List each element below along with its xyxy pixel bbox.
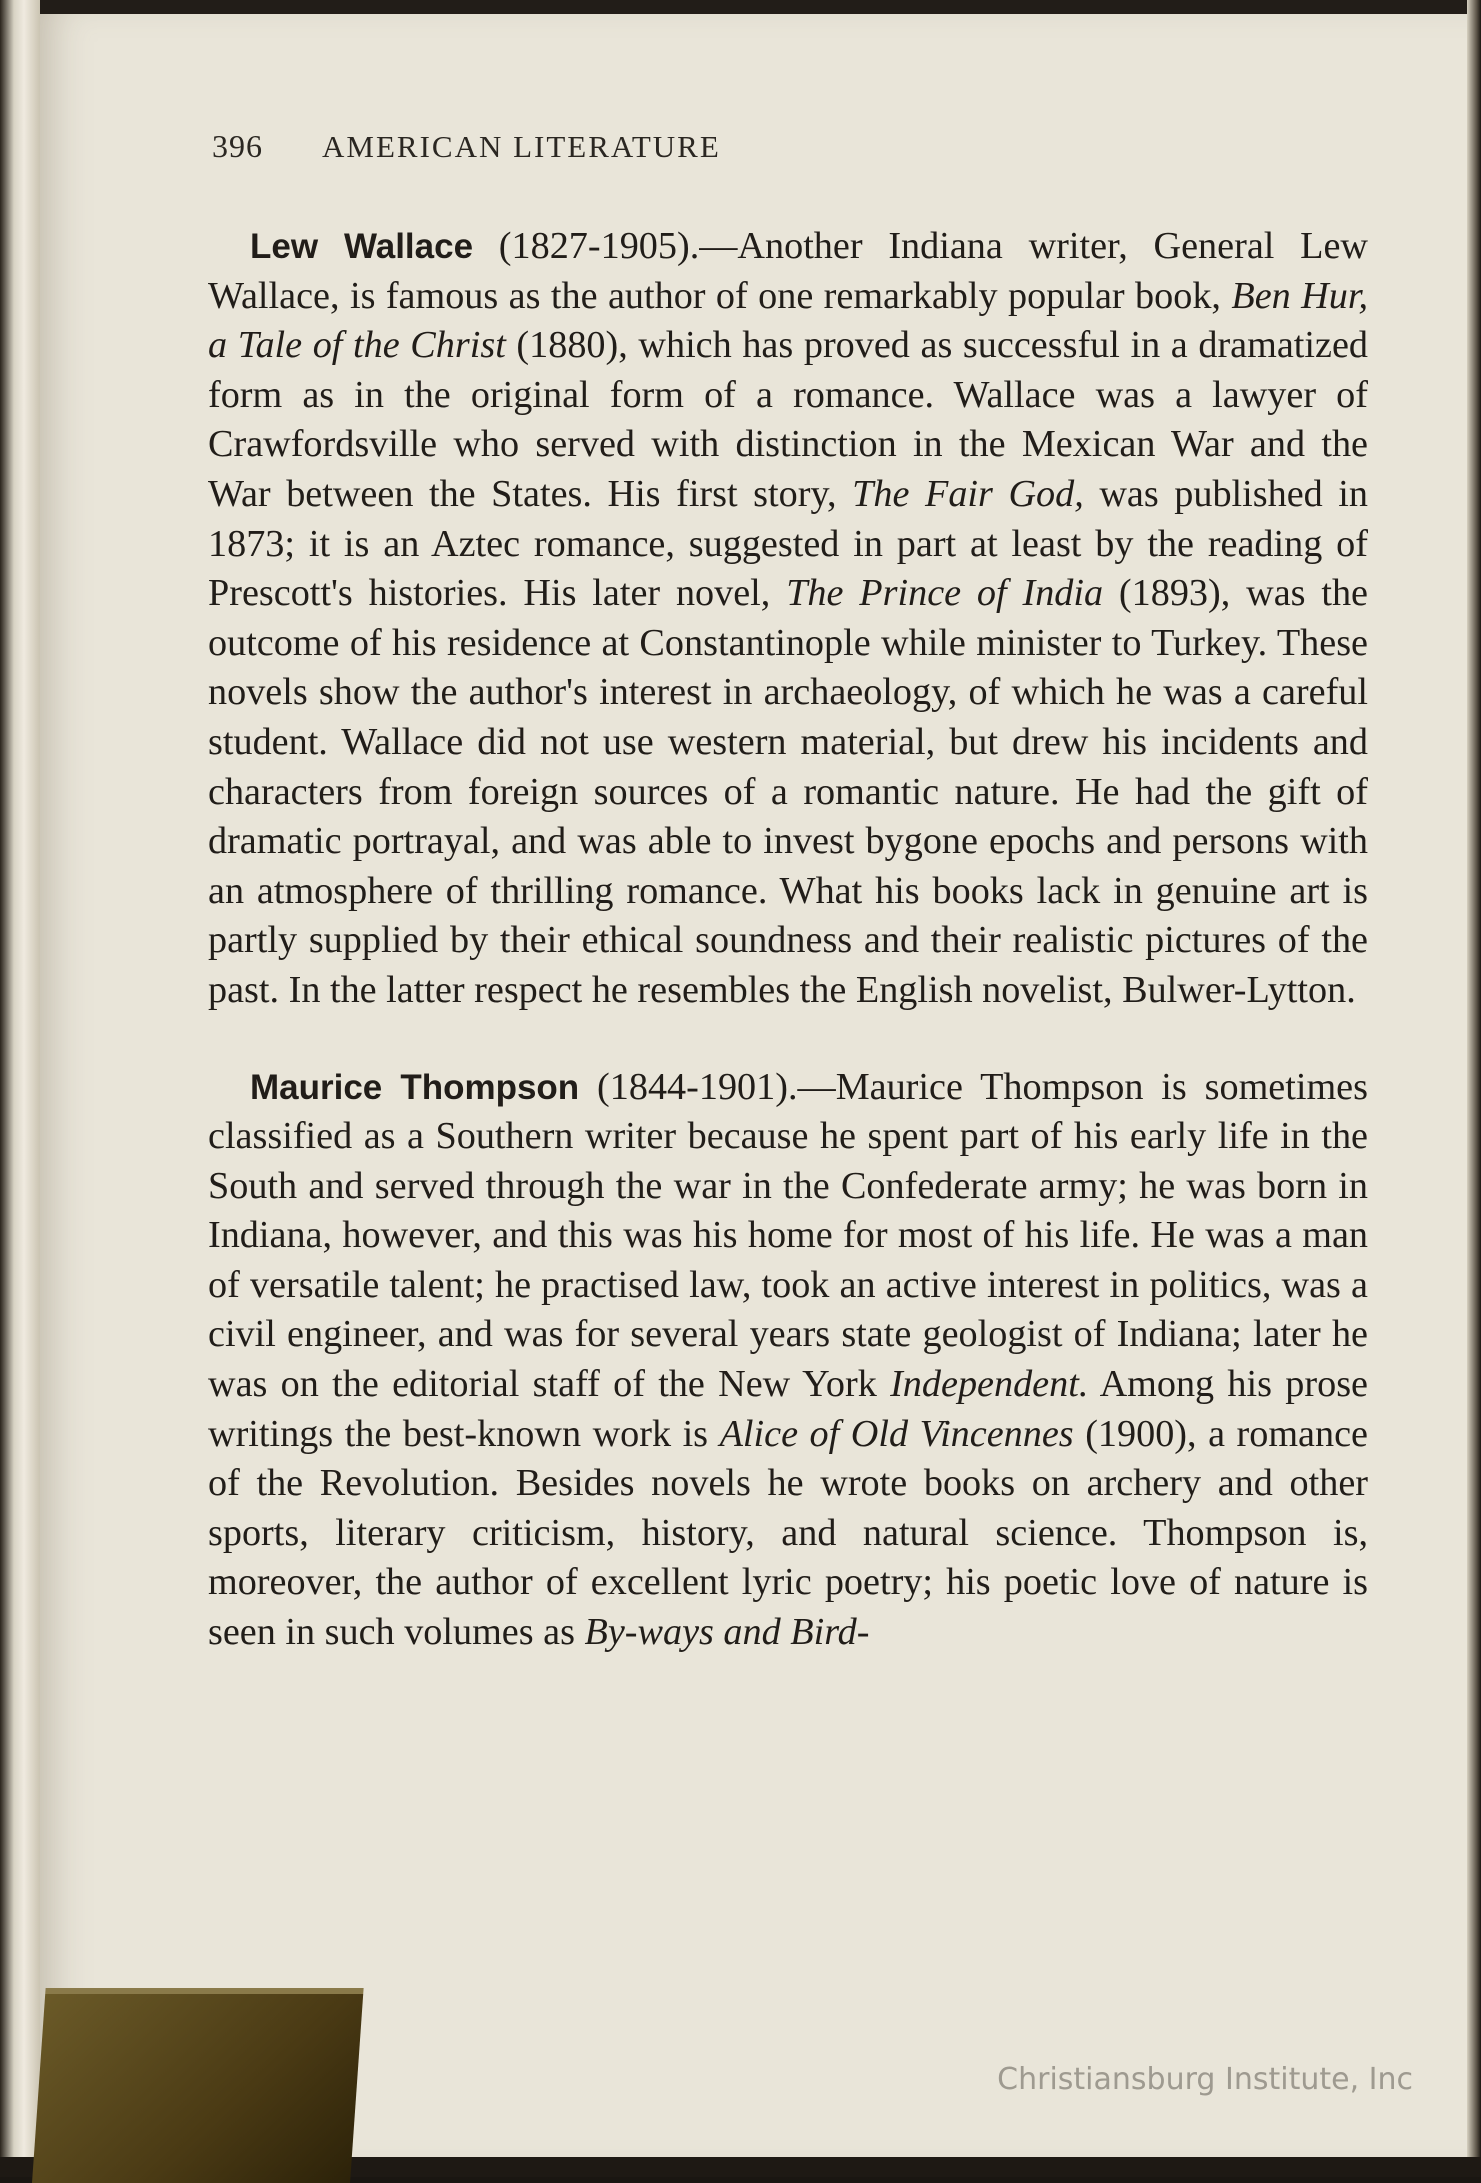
watermark: Christiansburg Institute, Inc — [997, 2062, 1413, 2097]
entry-text: was published in 1873; it is an Aztec romance, suggested in part at least by the reading of Prescott's histories. His later novel, — [208, 472, 1369, 615]
entry-text: (1827-1905).—Another Indiana writer, General Lew Wallace, is famous as the author of one remarkably popular book, — [208, 225, 1368, 317]
book-gutter — [0, 0, 40, 2177]
entry-name: Lew Wallace — [250, 227, 474, 266]
entry-text: (1880), which has proved as successful in a dramatized form as in the original form of a romance. Wallace was a lawyer of Crawfordsville who served with distinction in the Mexican War and the War between the States. His first story, — [208, 324, 1368, 515]
paragraph-maurice-thompson — [208, 1063, 1368, 1658]
page-edge — [1467, 0, 1481, 2177]
page-header — [212, 128, 994, 165]
paragraph-lew-wallace — [208, 222, 1368, 1016]
book-title: By-ways and Bird- — [584, 1611, 870, 1654]
entry-text: Among his prose writings the best-known work is — [208, 1363, 1369, 1455]
running-head: AMERICAN LITERATURE — [322, 129, 721, 164]
entry-text: (1844-1901).—Maurice Thompson is sometimes classified as a Southern writer because he spent part of his early life in the South and served through the war in the Confederate army; he was born in Indiana, however, and this was his home for most of his life. He was a man of versatile talent; he practised law, took an active interest in politics, was a civil engineer, and was for several years state geologist of Indiana; later he was on the editorial staff of the New York — [208, 1065, 1368, 1406]
book-title: The Prince of India — [786, 572, 1104, 615]
entry-name: Maurice Thompson — [250, 1067, 580, 1107]
entry-text: (1900), a romance of the Revolution. Besides novels he wrote books on archery and other sports, literary criticism, history, and natural science. Thompson is, moreover, the author of excellent lyric poetry; his poetic love of nature is seen in such volumes as — [208, 1412, 1368, 1654]
book-title: The Fair God, — [852, 472, 1084, 515]
page-number: 396 — [212, 128, 263, 164]
entry-text: (1893), was the outcome of his residence at Constantinople while minister to Turkey. These novels show the author's interest in archaeology, of which he was a careful student. Wallace did not use western material, but drew his incidents and characters from foreign sources of a romantic nature. He had the gift of dramatic portrayal, and was able to invest bygone epochs and persons with an atmosphere of thrilling romance. What his books lack in genuine art is partly supplied by their ethical soundness and their realistic pictures of the past. In the latter respect he resembles the English novelist, Bulwer-Lytton. — [208, 572, 1369, 1011]
book-title: Ben Hur, a Tale of the Christ — [208, 274, 1369, 367]
thumb-holding-page — [32, 1988, 364, 2183]
publication-title: Independent. — [890, 1363, 1089, 1406]
page-body — [208, 222, 1368, 1658]
book-title: Alice of Old Vincennes — [719, 1412, 1074, 1455]
